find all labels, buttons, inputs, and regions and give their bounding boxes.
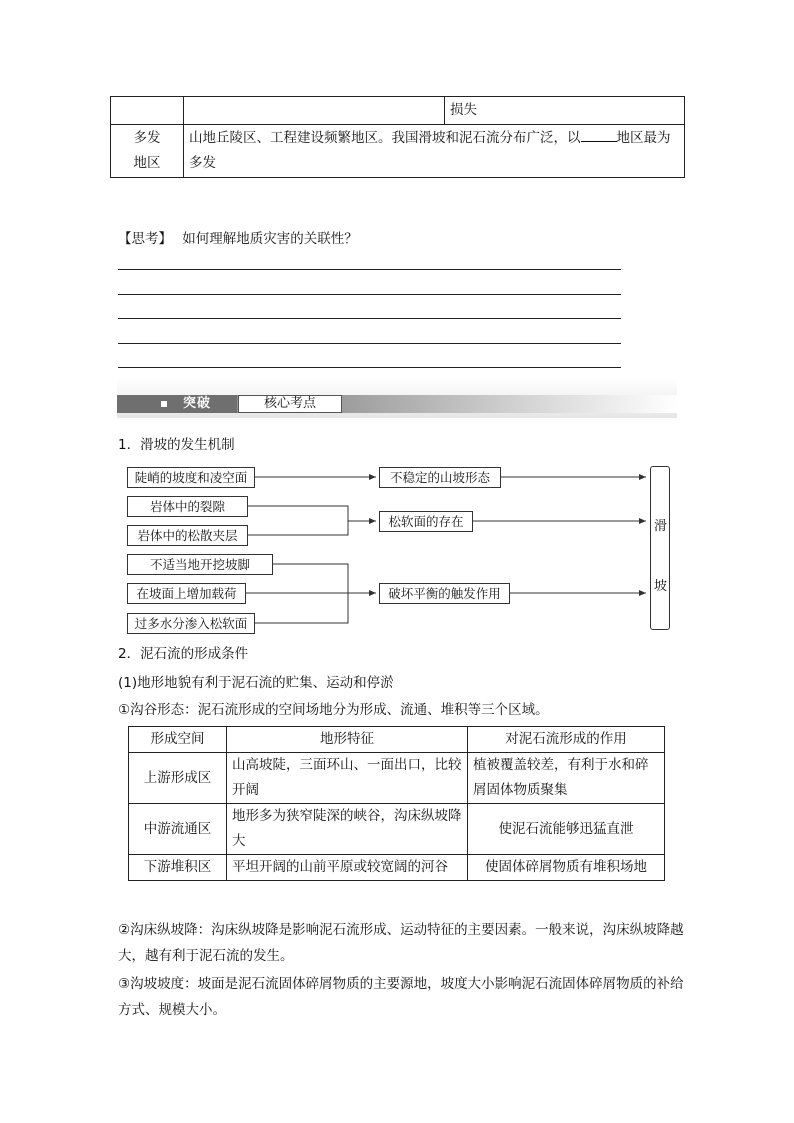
loss-text: 损失 [450,102,477,118]
cause-label: 过多水分渗入松软面 [134,616,248,631]
cause-label: 在坡面上增加载荷 [136,586,237,601]
result-char: 坡 [654,579,668,594]
cause-label: 陡峭的坡度和凌空面 [134,470,248,485]
think-tag: 【思考】 [118,231,172,247]
banner-left-label: 突破 [183,396,212,411]
mechanism-box [379,511,473,532]
cause-label: 不适当地开挖坡脚 [149,557,250,572]
slope-paragraph: ③沟坡坡度：坡面是泥石流固体碎屑物质的主要源地，坡度大小影响泥石流固体碎屑物质的补给方式、规模大小。 [118,976,684,1018]
table-cell: 中游流通区 [129,804,227,855]
cause-box [127,613,255,634]
section2-heading: 2．泥石流的形成条件 [118,646,249,662]
table-cell: 使泥石流能够迅猛直泄 [468,804,665,855]
table-cell: 上游形成区 [129,753,227,804]
region-text-after: 地区最为多发 [189,130,671,171]
cause-box [127,467,255,488]
cause-label: 岩体中的裂隙 [149,499,225,514]
mechanism-label: 破坏平衡的触发作用 [388,586,501,601]
result-box-landslide [650,466,670,630]
table-cell: 地形多为狭窄陡深的峡谷，沟床纵坡降大 [227,804,468,855]
region-label-line1: 多发 [133,130,161,146]
mechanism-box [379,583,510,604]
table-cell: 山高坡陡，三面环山、一面出口，比较开阔 [227,753,468,804]
table-cell: 下游堆积区 [129,855,227,881]
column-header: 对泥石流形成的作用 [468,727,665,753]
table-cell: 使固体碎屑物质有堆积场地 [468,855,665,881]
table-cell: 平坦开阔的山前平原或较宽阔的河谷 [227,855,468,881]
mechanism-label: 不稳定的山坡形态 [389,470,490,485]
valley-shape-paragraph: ①沟谷形态：泥石流形成的空间场地分为形成、流通、堆积等三个区域。 [118,702,549,718]
table-row [129,753,665,804]
mechanism-label: 松软面的存在 [388,514,464,529]
section1-heading: 1．滑坡的发生机制 [118,437,235,453]
result-char: 滑 [654,519,668,534]
think-question: 如何理解地质灾害的关联性？ [182,231,358,247]
cause-box [127,583,246,604]
table-row [129,804,665,855]
debris-flow-table [128,726,665,881]
cause-box [127,554,273,575]
table-row [129,855,665,881]
cause-label: 岩体中的松散夹层 [137,528,238,543]
cause-box [127,496,248,517]
cause-box [127,525,248,546]
mechanism-box [379,467,501,488]
banner-right-label: 核心考点 [263,396,316,411]
gradient-paragraph: ②沟床纵坡降：沟床纵坡降是影响泥石流形成、运动特征的主要因素。一般来说，沟床纵坡降越大，越有利于泥石流的发生。 [118,922,684,964]
region-label-line2: 地区 [133,155,161,171]
column-header: 形成空间 [129,727,227,753]
section2-subheading: (1)地形地貌有利于泥石流的贮集、运动和停淤 [118,675,394,691]
table-header-row [129,727,665,753]
region-text-before: 山地丘陵区、工程建设频繁地区。我国滑坡和泥石流分布广泛，以 [189,130,581,146]
column-header: 地形特征 [227,727,468,753]
bracket-line [246,506,348,535]
table-cell: 植被覆盖较差，有利于水和碎屑固体物质聚集 [468,753,665,804]
